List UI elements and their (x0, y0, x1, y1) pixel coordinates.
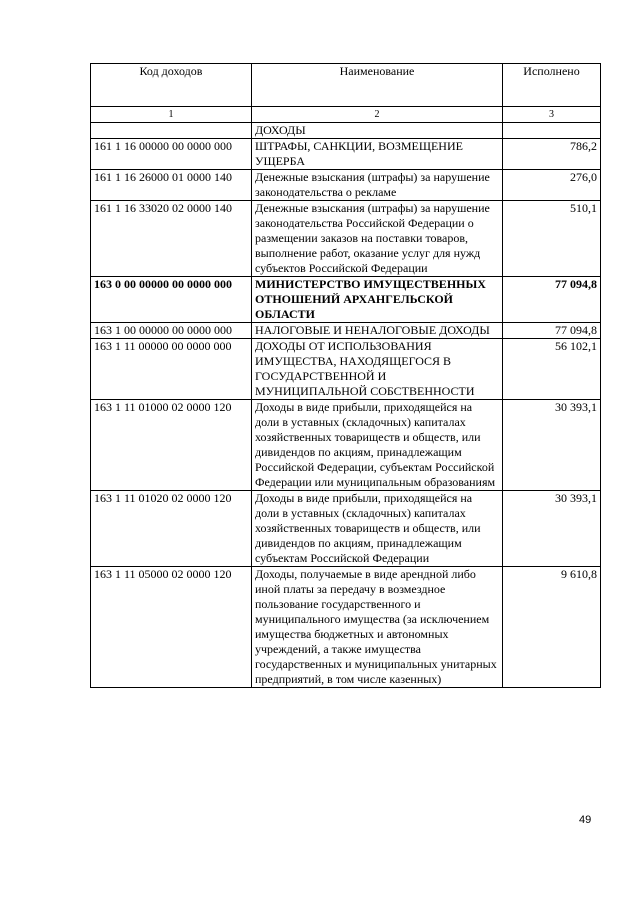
code-cell: 163 1 11 01000 02 0000 120 (91, 400, 252, 491)
column-number-row (91, 107, 601, 123)
table-row (91, 323, 601, 339)
table-row (91, 170, 601, 201)
column-number-2: 2 (252, 107, 503, 123)
value-cell: 77 094,8 (503, 323, 601, 339)
table-row (91, 123, 601, 139)
table-row (91, 139, 601, 170)
code-cell: 163 1 00 00000 00 0000 000 (91, 323, 252, 339)
table-row (91, 491, 601, 567)
value-cell: 56 102,1 (503, 339, 601, 400)
code-cell: 161 1 16 33020 02 0000 140 (91, 201, 252, 277)
code-cell: 161 1 16 00000 00 0000 000 (91, 139, 252, 170)
table-header-row (91, 64, 601, 107)
name-cell: МИНИСТЕРСТВО ИМУЩЕСТВЕННЫХ ОТНОШЕНИЙ АРХАНГЕЛЬСКОЙ ОБЛАСТИ (252, 277, 503, 323)
header-code: Код доходов (91, 64, 252, 107)
code-cell: 163 1 11 01020 02 0000 120 (91, 491, 252, 567)
table-row (91, 201, 601, 277)
value-cell: 786,2 (503, 139, 601, 170)
header-executed: Исполнено (503, 64, 601, 107)
value-cell: 276,0 (503, 170, 601, 201)
header-name: Наименование (252, 64, 503, 107)
page-number: 49 (579, 814, 592, 826)
name-cell: Денежные взыскания (штрафы) за нарушение законодательства Российской Федерации о размещении заказов на поставки товаров, выполнение работ, оказание услуг для нужд субъектов Российской Федерации (252, 201, 503, 277)
column-number-1: 1 (91, 107, 252, 123)
value-cell: 77 094,8 (503, 277, 601, 323)
name-cell: ШТРАФЫ, САНКЦИИ, ВОЗМЕЩЕНИЕ УЩЕРБА (252, 139, 503, 170)
code-cell: 163 0 00 00000 00 0000 000 (91, 277, 252, 323)
code-cell: 163 1 11 05000 02 0000 120 (91, 567, 252, 688)
value-cell: 9 610,8 (503, 567, 601, 688)
table-row (91, 339, 601, 400)
value-cell: 30 393,1 (503, 491, 601, 567)
name-cell: Денежные взыскания (штрафы) за нарушение законодательства о рекламе (252, 170, 503, 201)
name-cell: Доходы в виде прибыли, приходящейся на доли в уставных (складочных) капиталах хозяйственных товариществ и обществ, или дивидендов по акциям, принадлежащим субъектам Российской Федерации (252, 491, 503, 567)
name-cell: Доходы в виде прибыли, приходящейся на доли в уставных (складочных) капиталах хозяйственных товариществ и обществ, или дивидендов по акциям, принадлежащим Российской Федерации, субъектам Российской Федерации или муниципальным образованиям (252, 400, 503, 491)
code-cell: 163 1 11 00000 00 0000 000 (91, 339, 252, 400)
name-cell: НАЛОГОВЫЕ И НЕНАЛОГОВЫЕ ДОХОДЫ (252, 323, 503, 339)
column-number-3: 3 (503, 107, 601, 123)
code-cell: 161 1 16 26000 01 0000 140 (91, 170, 252, 201)
table-row (91, 400, 601, 491)
value-cell (503, 123, 601, 139)
name-cell: Доходы, получаемые в виде арендной либо иной платы за передачу в возмездное пользование государственного и муниципального имущества (за исключением имущества бюджетных и автономных учреждений, а также имущества государственных и муниципальных унитарных предприятий, в том числе казенных) (252, 567, 503, 688)
value-cell: 30 393,1 (503, 400, 601, 491)
revenue-table (90, 63, 601, 688)
name-cell: ДОХОДЫ (252, 123, 503, 139)
table-body (91, 123, 601, 688)
table-row (91, 567, 601, 688)
code-cell (91, 123, 252, 139)
name-cell: ДОХОДЫ ОТ ИСПОЛЬЗОВАНИЯ ИМУЩЕСТВА, НАХОДЯЩЕГОСЯ В ГОСУДАРСТВЕННОЙ И МУНИЦИПАЛЬНОЙ СОБСТВЕННОСТИ (252, 339, 503, 400)
table-row (91, 277, 601, 323)
value-cell: 510,1 (503, 201, 601, 277)
